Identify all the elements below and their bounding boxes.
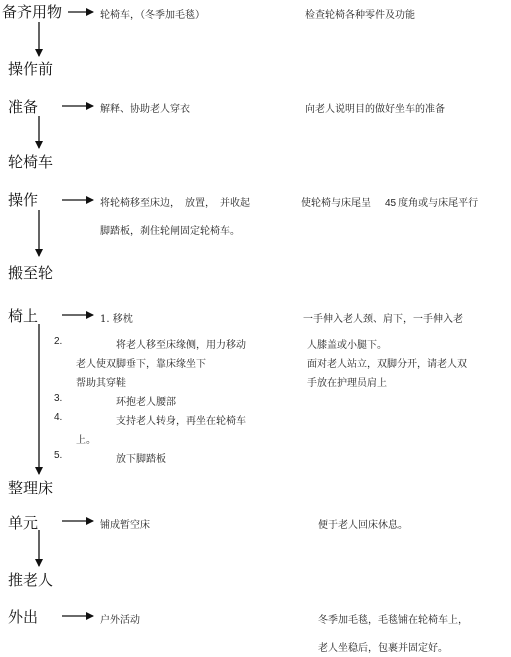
step4-item1: 1. 移枕 — [100, 314, 133, 325]
step2-note: 向老人说明目的做好坐车的准备 — [305, 104, 445, 115]
flow-label-caozuo: 操作 — [8, 191, 39, 209]
step4-note-line1: 一手伸入老人颈、肩下，一手伸入老 — [303, 314, 463, 325]
flow-label-danyuan: 单元 — [8, 514, 39, 532]
step6-note-line2: 老人坐稳后，包裹并固定好。 — [318, 643, 448, 654]
step6-note-line1: 冬季加毛毯，毛毯铺在轮椅车上， — [318, 615, 468, 626]
step4-item5-text: 放下脚踏板 — [116, 454, 166, 465]
step5-note: 便于老人回床休息。 — [318, 520, 408, 531]
step4-item4-num: 4. — [54, 412, 63, 423]
step3-note-angle: 45 — [385, 198, 397, 209]
step4-item3-num: 3. — [54, 393, 63, 404]
step4-item5-num: 5. — [54, 450, 63, 461]
flow-label-banzhi-lun: 搬至轮 — [8, 264, 54, 282]
step4-item3-text: 环抱老人腰部 — [116, 397, 176, 408]
step4-note2-line2: 手放在护理员肩上 — [307, 378, 387, 389]
step3-note-b: 度角或与床尾平行 — [398, 198, 479, 209]
flow-label-yi-shang: 椅上 — [8, 307, 39, 325]
step1-note: 检查轮椅各种零件及功能 — [305, 10, 415, 21]
flow-label-waichu: 外出 — [8, 608, 39, 626]
step3-action-line2: 脚踏板，刹住轮闸固定轮椅车。 — [100, 226, 240, 237]
flow-label-zhengli-chuang: 整理床 — [8, 479, 54, 497]
flow-label-lunyiche: 轮椅车 — [8, 153, 54, 171]
flow-label-tui-laoren: 推老人 — [8, 571, 54, 589]
step3-note — [301, 194, 478, 209]
step4-item2-line2: 老人使双脚垂下，靠床缘坐下 — [76, 359, 206, 370]
step4-item4-line1: 支持老人转身，再坐在轮椅车 — [116, 416, 246, 427]
step2-action: 解释、协助老人穿衣 — [100, 104, 190, 115]
step3-note-a: 使轮椅与床尾呈 — [301, 198, 371, 209]
flow-label-beiqi-yongwu: 备齐用物 — [2, 3, 63, 21]
step4-item2-num: 2. — [54, 336, 63, 347]
step4-note2-line1: 面对老人站立，双脚分开，请老人双 — [307, 359, 467, 370]
step4-item4-line2: 上。 — [76, 435, 96, 446]
step4-item2-line3: 帮助其穿鞋 — [76, 378, 126, 389]
step4-item2-line1: 将老人移至床缘侧，用力移动 — [116, 340, 246, 351]
step1-action: 轮椅车，（冬季加毛毯） — [100, 10, 205, 21]
step6-action: 户外活动 — [100, 615, 140, 626]
step3-action-line1: 将轮椅移至床边， 放置， 并收起 — [100, 198, 250, 209]
step4-note-line2: 人膝盖或小腿下。 — [307, 340, 387, 351]
flow-label-caozuo-qian: 操作前 — [8, 60, 54, 78]
flow-label-zhunbei: 准备 — [8, 98, 39, 116]
step5-action: 铺成暂空床 — [100, 520, 150, 531]
